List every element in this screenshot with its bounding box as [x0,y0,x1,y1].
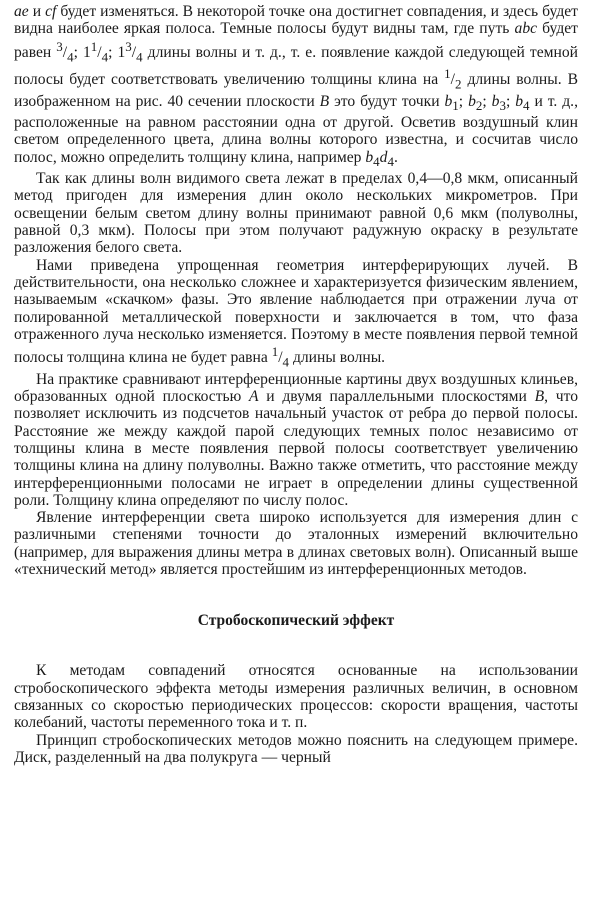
section-heading: Стробоскопический эффект [197,612,395,630]
paragraph-2: Так как длины волн видимого света лежат в пределах 0,4—0,8 мкм, описанный метод пригоден для измерения длин около нескольких микрометров. При освещении белым светом длину волны принимают равной 0,6 мкм (полуволны, равной 0,3 мкм). Полосы при этом получают радужную окраску в результате разложения белого света. [14,170,578,257]
paragraph-7: Принцип стробоскопических методов можно пояснить на следующем примере. Диск, разделенный на два полукруга — черный [14,731,578,766]
paragraph-4: На практике сравнивают интерференционные картины двух воздушных клиньев, образованных одной плоскостью A и двумя параллельными плоскостями B, что позволяет исключить из подсчетов начальный участок от ребра до первой полосы. Расстояние же между каждой парой следующих темных полос независимо от толщины клина в месте появления первой полосы соответствует увеличению толщины клина на длину полуволны. Важно также отметить, что расстояние между интерференционными полосами не играет в определении длины существенной роли. Толщину клина определяют по числу полос. [14,370,579,509]
paragraph-1: ae и cf будет изменяться. В некоторой точке она достигнет совпадения, и здесь будет видна наиболее яркая полоса. Темные полосы будут видны там, где путь abc будет равен $^3/_4$; $1^1/_4$; $1^3/_4$ длины волны и т. д., т. е. появление каждой следующей темной полосы будет соответствовать увеличению толщины клина на $^1/_2$ длины волны. В изображенном на рис. 40 сечении плоскости B это будут точки $b_1$; $b_2$; $b_3$; $b_4$ и т. д., расположенные на равном расстоянии одна от другой. Осветив воздушный клин светом определенного цвета, длина волны которого известна, и сосчитав число полос, можно определить толщину клина, например $b_4d_4$. [14,3,578,169]
heading-spacer-bottom [14,629,578,662]
paragraph-6: К методам совпадений относятся основанные на использовании стробоскопического эффекта методы измерения различных величин, в основном связанных со скоростью периодических процессов: скорости вращения, частоты колебаний, частоты переменного тока и т. п. [14,662,578,732]
paragraph-5: Явление интерференции света широко используется для измерения длин с различными степенями точности до эталонных измерений включительно (например, для выражения длины метра в длинах световых волн). Описанный выше «технический метод» является простейшим из интерференционных методов. [14,509,578,579]
paragraph-3: Нами приведена упрощенная геометрия интерферирующих лучей. В действительности, она несколько сложнее и характеризуется физическим явлением, называемым «скачком» фазы. Это явление наблюдается при отражении луча от полированной металлической поверхности и заключается в том, что фаза отраженного луча несколько изменяется. Поэтому в месте появления первой темной полосы толщина клина не будет равна $^1/_4$ длины волны. [14,256,578,370]
heading-spacer-top [14,578,578,612]
